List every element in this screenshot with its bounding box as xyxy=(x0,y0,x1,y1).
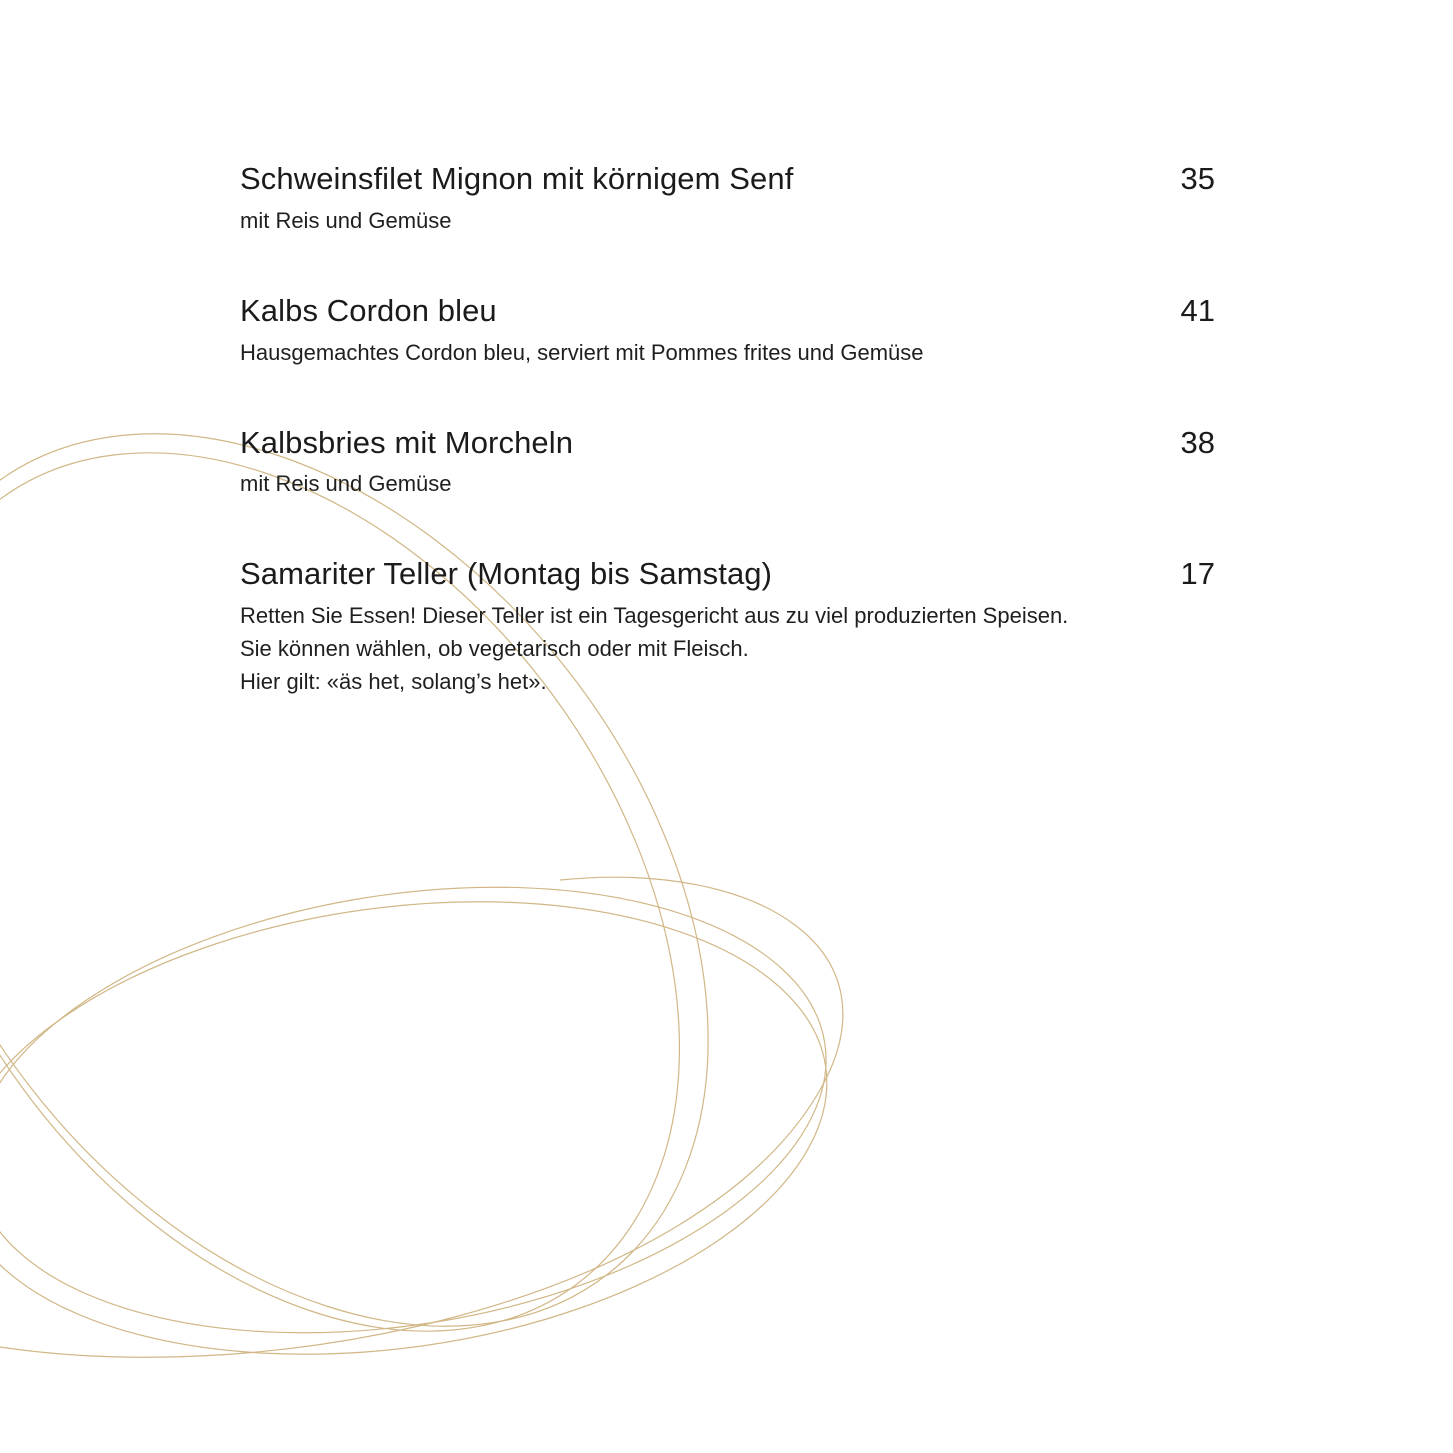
menu-item-header xyxy=(240,160,1215,198)
menu-item-description xyxy=(240,467,1215,500)
menu-item-description-line: Hier gilt: «äs het, solang’s het». xyxy=(240,669,547,695)
menu-list xyxy=(240,160,1215,698)
menu-item xyxy=(240,424,1215,501)
menu-item-header xyxy=(240,555,1215,593)
menu-item-description-line: Hausgemachtes Cordon bleu, serviert mit Pommes frites und Gemüse xyxy=(240,339,924,365)
menu-item-header xyxy=(240,424,1215,462)
menu-item xyxy=(240,292,1215,369)
menu-item-name: Kalbsbries mit Morcheln xyxy=(240,424,574,460)
menu-item-price: 41 xyxy=(1180,292,1215,328)
menu-item-header xyxy=(240,292,1215,330)
menu-item-price: 17 xyxy=(1180,556,1215,592)
menu-item-description xyxy=(240,336,1215,369)
menu-item-name: Schweinsfilet Mignon mit körnigem Senf xyxy=(240,161,794,196)
menu-item xyxy=(240,555,1215,698)
menu-item-description-line: mit Reis und Gemüse xyxy=(240,207,452,233)
menu-item-name: Kalbs Cordon bleu xyxy=(240,292,497,328)
menu-item-price: 38 xyxy=(1180,424,1215,460)
menu-item-description xyxy=(240,599,1215,698)
menu-item-description-line: Sie können wählen, ob vegetarisch oder mit Fleisch. xyxy=(240,636,749,662)
menu-item-name: Samariter Teller (Montag bis Samstag) xyxy=(240,556,773,592)
menu-item-description-line: Retten Sie Essen! Dieser Teller ist ein Tagesgericht aus zu viel produzierten Speisen. xyxy=(240,603,1069,629)
menu-item xyxy=(240,160,1215,237)
menu-item-description xyxy=(240,204,1215,237)
menu-item-price: 35 xyxy=(1180,161,1215,196)
menu-item-description-line: mit Reis und Gemüse xyxy=(240,471,452,497)
